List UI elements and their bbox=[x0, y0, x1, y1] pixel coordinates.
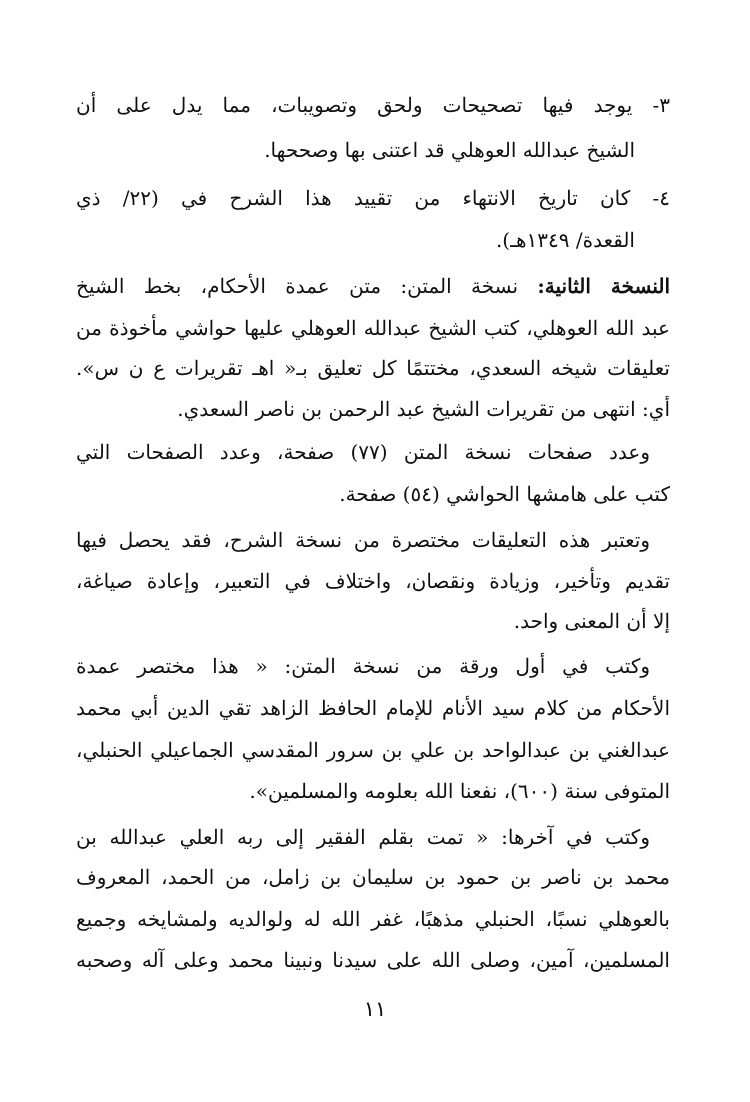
text-line-10: كتب على هامشها الحواشي (٥٤) صفحة. bbox=[339, 482, 670, 506]
page-number: ١١ bbox=[363, 997, 387, 1021]
text-line-21: المسلمين، آمين، وصلى الله على سيدنا ونبينا محمد وعلى آله وصحبه bbox=[76, 948, 670, 972]
text-line-12: تقديم وتأخير، وزيادة ونقصان، واختلاف في التعبير، وإعادة صياغة، bbox=[76, 569, 670, 593]
text-line-4: القعدة/ ١٣٤٩هـ). bbox=[495, 228, 635, 252]
section-heading-text: نسخة المتن: متن عمدة الأحكام، بخط الشيخ bbox=[76, 274, 519, 298]
text-line-15: الأحكام من كلام سيد الأنام للإمام الحافظ الزاهد تقي الدين أبي محمد bbox=[76, 696, 670, 720]
section-heading-label: النسخة الثانية: bbox=[537, 274, 670, 298]
text-line-8: أي: انتهى من تقريرات الشيخ عبد الرحمن بن ناصر السعدي. bbox=[177, 397, 670, 421]
text-line-20: بالعوهلي نسبًا، الحنبلي مذهبًا، غفر الله له ولوالديه ولمشايخه وجميع bbox=[76, 907, 670, 931]
text-line-19: محمد بن ناصر بن حمود بن سليمان بن زامل، من الحمد، المعروف bbox=[76, 865, 670, 889]
text-line-18: وكتب في آخرها: « تمت بقلم الفقير إلى ربه العلي عبدالله بن bbox=[76, 825, 650, 849]
text-line-17: المتوفى سنة (٦٠٠)، نفعنا الله بعلومه والمسلمين». bbox=[249, 779, 670, 803]
text-line-3: ٤- كان تاريخ الانتهاء من تقييد هذا الشرح في (٢٢/ ذي bbox=[76, 186, 670, 210]
text-line-16: عبدالغني بن عبدالواحد بن علي بن سرور المقدسي الجماعيلي الحنبلي، bbox=[76, 738, 670, 762]
section-heading-line bbox=[76, 266, 670, 306]
text-line-1: ٣- يوجد فيها تصحيحات ولحق وتصويبات، مما يدل على أن bbox=[76, 93, 670, 117]
text-line-6: عبد الله العوهلي، كتب الشيخ عبدالله العوهلي عليها حواشي مأخوذة من bbox=[76, 316, 670, 340]
text-line-9: وعدد صفحات نسخة المتن (٧٧) صفحة، وعدد الصفحات التي bbox=[76, 440, 650, 464]
text-line-11: وتعتبر هذه التعليقات مختصرة من نسخة الشرح، فقد يحصل فيها bbox=[76, 528, 650, 552]
text-line-2: الشيخ عبدالله العوهلي قد اعتنى بها وصححها. bbox=[264, 138, 635, 162]
text-line-7: تعليقات شيخه السعدي، مختتمًا كل تعليق بـ« اهـ تقريرات ع ن س». bbox=[76, 356, 670, 380]
text-line-13: إلا أن المعنى واحد. bbox=[513, 609, 670, 633]
text-line-14: وكتب في أول ورقة من نسخة المتن: « هذا مختصر عمدة bbox=[76, 654, 650, 678]
